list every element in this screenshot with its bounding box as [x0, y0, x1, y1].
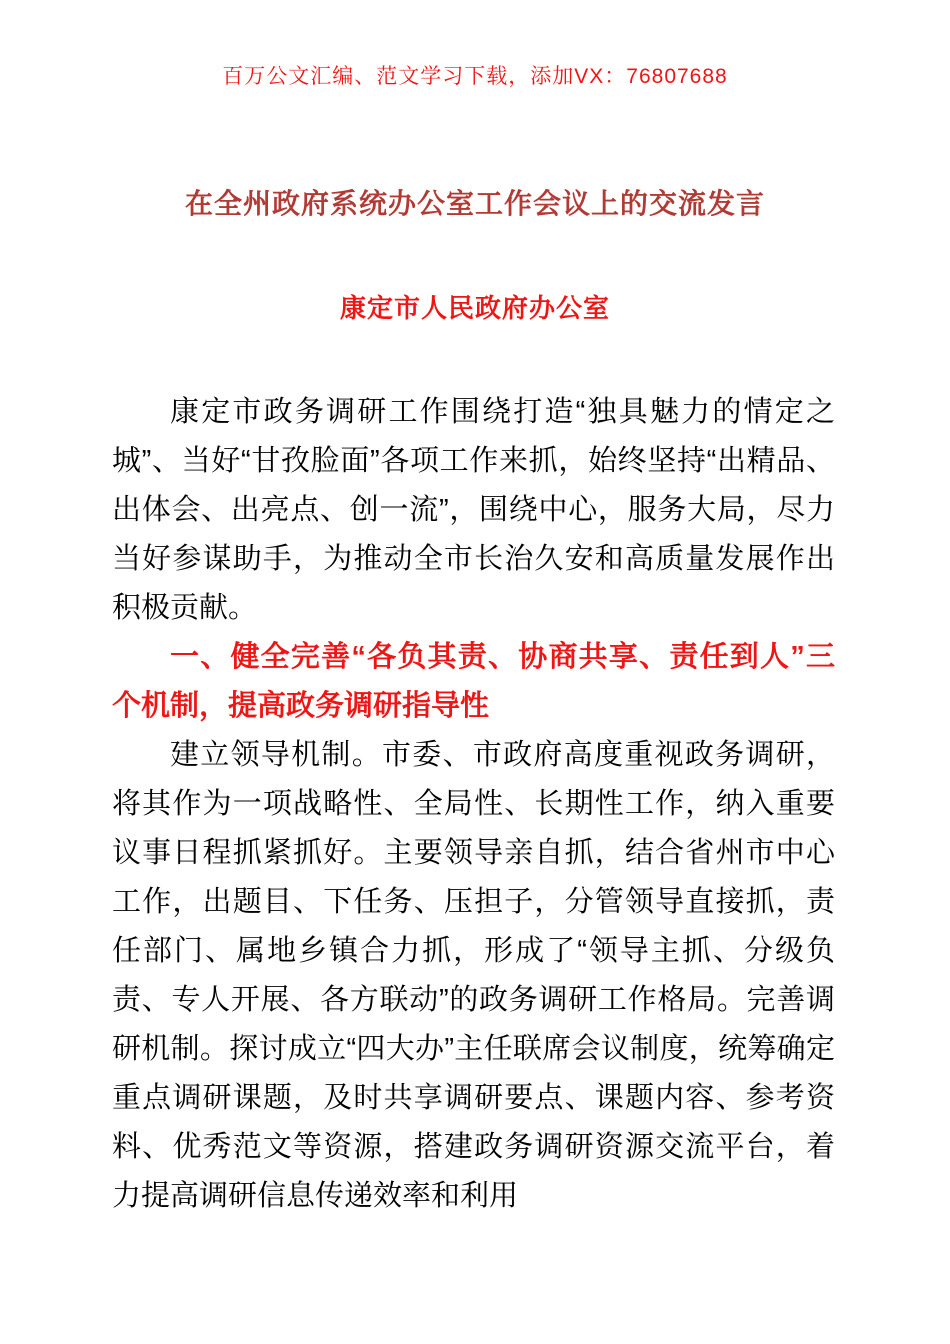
document-title: 在全州政府系统办公室工作会议上的交流发言	[184, 188, 765, 219]
section-1-paragraph: 建立领导机制。市委、市政府高度重视政务调研，将其作为一项战略性、全局性、长期性工作，纳入重要议事日程抓紧抓好。主要领导亲自抓，结合省州市中心工作，出题目、下任务、压担子，分管领导直接抓，责任部门、属地乡镇合力抓，形成了“领导主抓、分级负责、专人开展、各方联动”的政务调研工作格局。完善调研机制。探讨成立“四大办”主任联席会议制度，统筹确定重点调研课题，及时共享调研要点、课题内容、参考资料、优秀范文等资源，搭建政务调研资源交流平台，着力提高调研信息传递效率和利用	[112, 739, 835, 1212]
document-author: 康定市人民政府办公室	[339, 293, 610, 323]
document-body	[112, 388, 835, 1221]
section-1-heading: 一、健全完善“各负其责、协商共享、责任到人”三个机制，提高政务调研指导性	[112, 641, 835, 722]
header-notice: 百万公文汇编、范文学习下载，添加VX：76807688	[222, 65, 728, 88]
intro-paragraph: 康定市政务调研工作围绕打造“独具魅力的情定之城”、当好“甘孜脸面”各项工作来抓，始终坚持“出精品、出体会、出亮点、创一流”，围绕中心，服务大局，尽力当好参谋助手，为推动全市长治久安和高质量发展作出积极贡献。	[112, 396, 835, 624]
